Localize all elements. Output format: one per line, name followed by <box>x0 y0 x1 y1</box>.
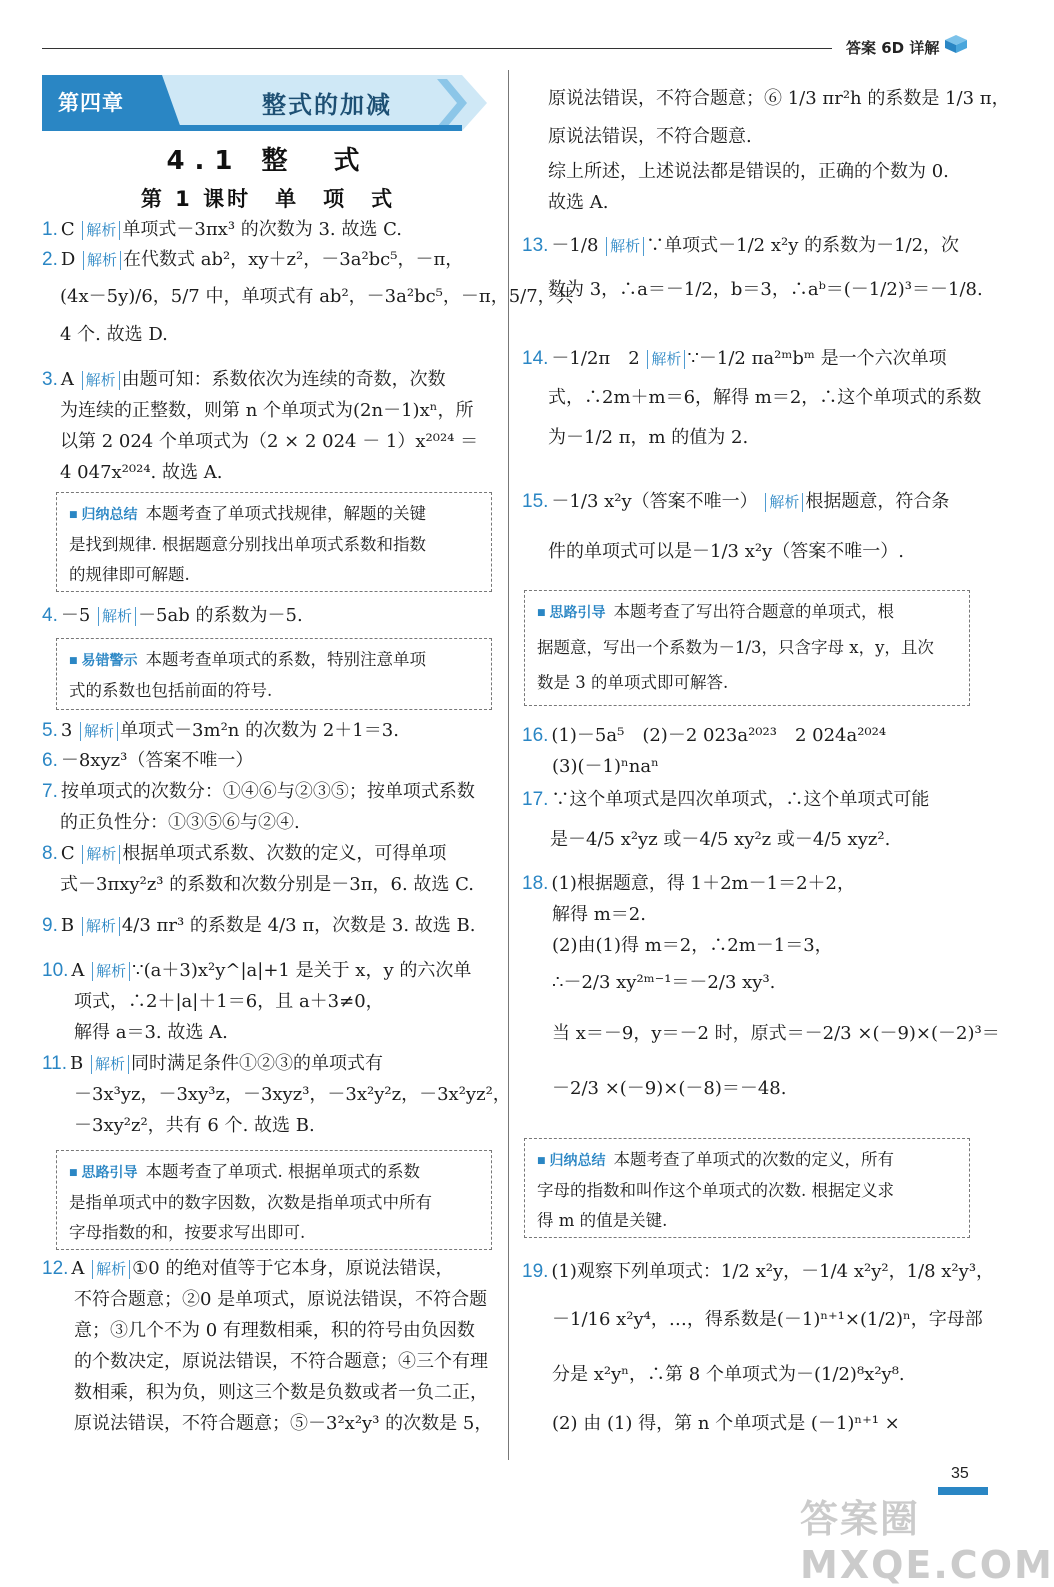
analysis-text: 原说法错误，不符合题意；⑥ 1/3 πr²h 的系数是 1/3 π， <box>548 88 1010 109</box>
analysis-text: 式，∴2m＋m＝6，解得 m＝2，∴这个单项式的系数 <box>548 387 982 408</box>
answer-choice: D <box>60 249 76 270</box>
analysis-text: 4 个. 故选 D. <box>60 324 168 345</box>
answer-choice: －1/2π 2 <box>551 348 640 369</box>
item-number: 14. <box>522 348 549 369</box>
analysis-tag: 解析 <box>82 845 120 864</box>
analysis-text: 单项式－3πx³ 的次数为 3. 故选 C. <box>122 219 402 240</box>
analysis-text: 意；③几个不为 0 有理数相乘，积的符号由负因数 <box>74 1320 475 1341</box>
note-tag: ■ 思路引导 <box>537 605 606 621</box>
answer-item-19 <box>522 1252 995 1446</box>
analysis-text: 故选 A. <box>548 192 609 213</box>
answer-choice: 3 <box>60 720 73 741</box>
item-number: 12. <box>42 1258 69 1279</box>
note-text: 式的系数也包括前面的符号. <box>69 681 273 700</box>
item-number: 8. <box>42 843 58 864</box>
analysis-text: (1)－5a⁵ (2)－2 023a²⁰²³ 2 024a²⁰²⁴ <box>551 725 887 746</box>
analysis-text: 由题可知：系数依次为连续的奇数，次数 <box>121 369 446 390</box>
analysis-text: 在代数式 ab²，xy＋z²，－3a²bc⁵，－π， <box>123 249 464 270</box>
analysis-text: 以第 2 024 个单项式为（2 × 2 024 － 1）x²⁰²⁴ ＝ <box>60 431 479 452</box>
analysis-text: 原说法错误，不符合题意. <box>548 126 752 147</box>
section-subtitle: 第 1 课时 单 项 式 <box>140 187 396 211</box>
warning-note <box>56 638 492 710</box>
analysis-tag: 解析 <box>83 251 121 270</box>
answer-item-17 <box>522 784 974 865</box>
note-text: 数是 3 的单项式即可解答. <box>537 673 729 692</box>
item-number: 17. <box>522 789 549 810</box>
item-number: 5. <box>42 720 58 741</box>
analysis-tag: 解析 <box>80 722 118 741</box>
answer-item-3 <box>42 364 494 488</box>
answer-choice: A <box>71 1258 85 1279</box>
analysis-text: ①0 的绝对值等于它本身，原说法错误， <box>132 1258 454 1279</box>
guide-note-1 <box>56 1150 492 1250</box>
analysis-tag: 解析 <box>82 371 120 390</box>
answer-choice: A <box>71 960 85 981</box>
answer-item-10 <box>42 955 494 1048</box>
analysis-tag: 解析 <box>91 1055 129 1074</box>
answer-item-5 <box>42 715 494 746</box>
analysis-text: ∵(a＋3)x²y^|a|+1 是关于 x，y 的六次单 <box>132 960 472 981</box>
answer-choice: C <box>60 843 75 864</box>
answer-item-14 <box>522 340 982 458</box>
summary-note-2 <box>524 1138 970 1238</box>
note-text: 是找到规律. 根据题意分别找出单项式系数和指数 <box>69 535 426 554</box>
answer-choice: －1/8 <box>551 235 599 256</box>
item-number: 13. <box>522 235 549 256</box>
analysis-text: (2)由(1)得 m＝2，∴2m－1＝3， <box>552 935 833 956</box>
note-tag: ■ 归纳总结 <box>537 1153 606 1169</box>
analysis-text: 单项式－3m²n 的次数为 2＋1＝3. <box>120 720 399 741</box>
analysis-text: 分是 x²yⁿ，∴第 8 个单项式为－(1/2)⁸x²y⁸. <box>552 1364 905 1385</box>
note-text: 是指单项式中的数字因数，次数是指单项式中所有 <box>69 1193 432 1212</box>
analysis-text: 数相乘，积为负，则这三个数是负数或者一负二正， <box>74 1382 488 1403</box>
answer-item-8 <box>42 838 494 900</box>
summary-note-1 <box>56 492 492 592</box>
analysis-text: 的个数决定，原说法错误，不符合题意；④三个有理 <box>74 1351 488 1372</box>
section-title: 4.1 整 式 <box>166 146 370 176</box>
analysis-tag: 解析 <box>606 237 644 256</box>
analysis-text: ∴－2/3 xy²ᵐ⁻¹＝－2/3 xy³. <box>552 972 776 993</box>
analysis-text: 项式，∴2＋|a|＋1＝6，且 a＋3≠0， <box>74 991 384 1012</box>
analysis-text: 根据题意，符合条 <box>805 491 950 512</box>
answer-choice: C <box>60 219 75 240</box>
analysis-text: 件的单项式可以是－1/3 x²y（答案不唯一）. <box>548 541 904 562</box>
answer-choice: －5 <box>60 605 91 626</box>
item-number: 7. <box>42 781 58 802</box>
note-text: 本题考查了单项式找规律，解题的关键 <box>145 504 427 523</box>
note-text: 字母的指数和叫作这个单项式的次数. 根据定义求 <box>537 1181 894 1200</box>
analysis-text: ∵－1/2 πa²ᵐbᵐ 是一个六次单项 <box>687 348 947 369</box>
item-number: 4. <box>42 605 58 626</box>
note-text: 字母指数的和，按要求写出即可. <box>69 1223 306 1242</box>
analysis-text: 数为 3，∴a＝－1/2，b＝3，∴aᵇ＝(－1/2)³＝－1/8. <box>548 279 983 300</box>
analysis-text: －5ab 的系数为－5. <box>138 605 303 626</box>
analysis-text: －3xy²z²，共有 6 个. 故选 B. <box>74 1115 315 1136</box>
analysis-text: 当 x＝－9，y＝－2 时，原式＝－2/3 ×(－9)×(－2)³＝ <box>552 1023 1000 1044</box>
answer-item-16 <box>522 720 974 782</box>
analysis-tag: 解析 <box>92 1260 130 1279</box>
item-number: 18. <box>522 873 549 894</box>
answer-choice: B <box>60 915 75 936</box>
analysis-text: 为－1/2 π，m 的值为 2. <box>548 427 749 448</box>
item-number: 16. <box>522 725 549 746</box>
answer-item-15 <box>522 482 974 582</box>
note-tag: ■ 归纳总结 <box>69 507 138 523</box>
analysis-text: 的正负性分：①③⑤⑥与②④. <box>60 812 300 833</box>
analysis-tag: 解析 <box>98 607 136 626</box>
analysis-text: ∵这个单项式是四次单项式，∴这个单项式可能 <box>551 789 930 810</box>
analysis-text: 式－3πxy²z³ 的系数和次数分别是－3π，6. 故选 C. <box>60 874 474 895</box>
note-text: 本题考查单项式的系数，特别注意单项 <box>145 650 427 669</box>
analysis-text: 原说法错误，不符合题意；⑤－3²x²y³ 的次数是 5， <box>74 1413 493 1434</box>
item-number: 1. <box>42 219 58 240</box>
item-number: 2. <box>42 249 58 270</box>
answer-item-18 <box>522 868 1000 1115</box>
answer-choice: B <box>70 1053 84 1074</box>
answer-choice: A <box>60 369 74 390</box>
analysis-text: 按单项式的次数分：①④⑥与②③⑤；按单项式系数 <box>60 781 475 802</box>
analysis-text: －2/3 ×(－9)×(－8)＝－48. <box>552 1078 787 1099</box>
note-text: 据题意，写出一个系数为－1/3，只含字母 x，y，且次 <box>537 638 934 657</box>
analysis-text: (1)根据题意，得 1＋2m－1＝2＋2， <box>551 873 855 894</box>
answer-item-9 <box>42 910 494 941</box>
analysis-tag: 解析 <box>765 493 803 512</box>
analysis-text: 不符合题意；②0 是单项式，原说法错误，不符合题 <box>74 1289 488 1310</box>
note-text: 的规律即可解题. <box>69 565 190 584</box>
analysis-text: 4 047x²⁰²⁴. 故选 A. <box>60 462 223 483</box>
guide-note-2 <box>524 590 970 706</box>
analysis-text: 根据单项式系数、次数的定义，可得单项 <box>122 843 447 864</box>
item-number: 6. <box>42 750 58 771</box>
analysis-text: 综上所述，上述说法都是错误的，正确的个数为 0. <box>548 161 949 182</box>
answer-choice: －1/3 x²y（答案不唯一） <box>551 491 758 512</box>
note-tag: ■ 易错警示 <box>69 653 138 669</box>
answer-item-6 <box>42 745 494 776</box>
analysis-text: 4/3 πr³ 的系数是 4/3 π，次数是 3. 故选 B. <box>121 915 476 936</box>
note-text: 本题考查了单项式. 根据单项式的系数 <box>145 1162 421 1181</box>
analysis-text: 解得 a＝3. 故选 A. <box>74 1022 228 1043</box>
answer-item-12-continued <box>522 80 1010 218</box>
page-marker <box>938 1487 988 1495</box>
answer-item-4 <box>42 600 494 631</box>
analysis-text: ∵单项式－1/2 x²y 的系数为－1/2，次 <box>646 235 960 256</box>
chapter-title: 整式的加减 <box>262 91 392 119</box>
analysis-text: (1)观察下列单项式：1/2 x²y，－1/4 x²y²，1/8 x²y³， <box>551 1261 995 1282</box>
note-text: 本题考查了单项式的次数的定义，所有 <box>613 1150 895 1169</box>
analysis-tag: 解析 <box>647 350 685 369</box>
item-number: 10. <box>42 960 69 981</box>
analysis-text: 是－4/5 x²yz 或－4/5 xy²z 或－4/5 xyz². <box>550 829 891 850</box>
analysis-text: (4x－5y)/6，5/7 中，单项式有 ab²，－3a²bc⁵，－π，5/7，共 <box>60 286 574 307</box>
item-number: 19. <box>522 1261 549 1282</box>
brand-label: 答案 6D 详解 <box>846 39 940 57</box>
chapter-number: 第四章 <box>58 91 124 115</box>
note-text: 本题考查了写出符合题意的单项式，根 <box>613 602 895 621</box>
chapter-banner <box>42 75 487 131</box>
item-number: 11. <box>42 1053 68 1074</box>
page-number: 35 <box>951 1465 969 1482</box>
watermark: 答案圈 MXQE.COM <box>800 1497 1054 1587</box>
analysis-text: (3)(－1)ⁿnaⁿ <box>552 756 659 777</box>
analysis-text: 为连续的正整数，则第 n 个单项式为(2n－1)xⁿ，所 <box>60 400 474 421</box>
answer-item-7 <box>42 776 494 838</box>
answer-item-11 <box>42 1048 511 1141</box>
answer-item-12 <box>42 1253 494 1439</box>
analysis-text: 解得 m＝2. <box>552 904 646 925</box>
analysis-tag: 解析 <box>92 962 130 981</box>
item-number: 15. <box>522 491 549 512</box>
note-text: 得 m 的值是关键. <box>537 1211 668 1230</box>
cube-icon <box>944 34 968 54</box>
answer-item-1 <box>42 214 494 245</box>
analysis-tag: 解析 <box>82 917 120 936</box>
analysis-text: －3x³yz，－3xy³z，－3xyz³，－3x²y²z，－3x²yz²， <box>74 1084 511 1105</box>
note-tag: ■ 思路引导 <box>69 1165 138 1181</box>
analysis-text: 同时满足条件①②③的单项式有 <box>131 1053 383 1074</box>
analysis-text: －1/16 x²y⁴，…，得系数是(－1)ⁿ⁺¹×(1/2)ⁿ，字母部 <box>552 1309 983 1330</box>
answer-item-13 <box>522 226 983 314</box>
analysis-text: (2) 由 (1) 得，第 n 个单项式是 (－1)ⁿ⁺¹ × <box>552 1413 900 1434</box>
analysis-text: －8xyz³（答案不唯一） <box>60 750 254 771</box>
header-rule <box>42 48 832 49</box>
analysis-tag: 解析 <box>82 221 120 240</box>
item-number: 9. <box>42 915 58 936</box>
item-number: 3. <box>42 369 58 390</box>
